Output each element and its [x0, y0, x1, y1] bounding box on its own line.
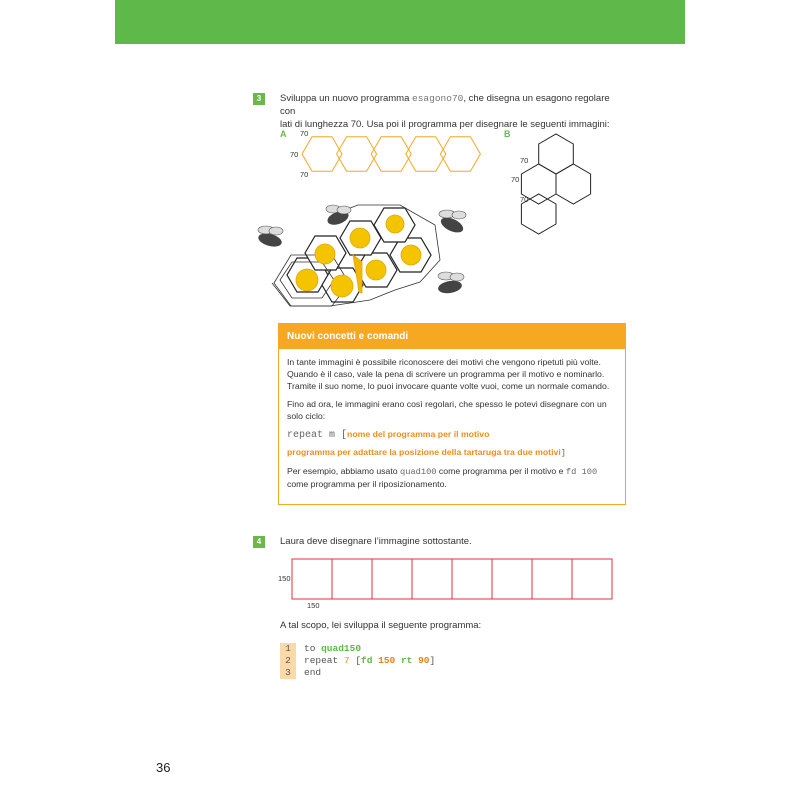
square-2: [332, 559, 372, 599]
exercise-3-text-line2: lati di lunghezza 70. Usa poi il programma per disegnare le seguenti immagini:: [280, 119, 610, 130]
code-line-2: [304, 655, 435, 667]
concept-box-hint-line: [287, 446, 617, 459]
exercise-4-dim-bottom: 150: [307, 601, 320, 610]
concept-box-code-line: [287, 428, 617, 442]
bee-icon: [257, 226, 283, 249]
square-6: [492, 559, 532, 599]
bee-icon: [439, 210, 466, 236]
p3-text-a: Per esempio, abbiamo usato: [287, 466, 401, 476]
figure-b-hexagon: [539, 134, 574, 174]
line-number-2: 2: [285, 655, 291, 666]
p3-code-fd100: fd 100: [565, 467, 598, 477]
square-7: [532, 559, 572, 599]
hint-reposition-program: programma per adattare la posizione della tartaruga tra due motivi: [287, 447, 561, 457]
figure-a-dim-1: 70: [300, 129, 309, 138]
figure-a-hexagon: [302, 137, 342, 172]
code-fd-value: 150: [378, 655, 396, 666]
figure-b-dim-2: 70: [511, 175, 520, 184]
figure-b-label: B: [504, 129, 511, 139]
exercise-3-text-b: , che disegna un esagono regolare con: [280, 93, 610, 117]
p3-text-b: come programma per il motivo e: [436, 466, 566, 476]
exercise-4-after-text: A tal scopo, lei sviluppa il seguente programma:: [280, 620, 482, 631]
code-proc-name: quad150: [321, 643, 362, 654]
code-text: [304, 643, 435, 679]
code-fd: fd: [361, 655, 379, 666]
repeat-keyword: repeat m [: [287, 430, 348, 441]
figure-a-hexagon: [440, 137, 480, 172]
bee-icon: [326, 205, 351, 227]
square-4: [412, 559, 452, 599]
p3-text-c: come programma per il riposizionamento.: [287, 479, 447, 489]
code-open-bracket: [: [349, 655, 362, 666]
p3-code-quad100: quad100: [400, 467, 437, 477]
exercise-3-text-a: Sviluppa un nuovo programma: [280, 93, 413, 104]
exercise-3-number: 3: [253, 93, 265, 105]
concept-box-paragraph-1: In tante immagini è possibile riconoscere dei motivi che vengono ripetuti più volte. Quando è il caso, vale la pena di scrivere un programma per il motivo e nominarlo. Tramite il suo nome, lo puoi invocare quante volte vuoi, come un normale comando.: [287, 357, 610, 391]
exercise-3-program-name: esagono70: [412, 93, 464, 104]
line-number-1: 1: [285, 643, 291, 654]
figure-b-hexagon: [521, 164, 556, 204]
exercise-4-dim-left: 150: [278, 574, 291, 583]
figure-a-hexagon-row: [302, 137, 480, 172]
concept-box-paragraph-3: [287, 465, 617, 490]
code-line-1: [304, 643, 435, 655]
code-to: to: [304, 643, 322, 654]
code-repeat-count: 7: [343, 655, 350, 666]
close-bracket: ]: [560, 448, 566, 458]
figure-a-label: A: [280, 129, 287, 139]
square-5: [452, 559, 492, 599]
figure-a-hexagon: [371, 137, 411, 172]
hint-motif-program: nome del programma per il motivo: [347, 429, 490, 439]
bee-icon: [437, 272, 464, 295]
line-number-3: 3: [285, 667, 291, 678]
figure-b-dim-1: 70: [520, 156, 529, 165]
figure-b-dim-3: 70: [520, 195, 529, 204]
code-close-bracket: ]: [429, 655, 436, 666]
code-rt-value: 90: [418, 655, 430, 666]
figure-b-hexagon: [556, 164, 591, 204]
square-8: [572, 559, 612, 599]
exercise-4-squares: [292, 559, 612, 599]
concept-box-paragraph-2: Fino ad ora, le immagini erano così regolari, che spesso le potevi disegnare con un solo ciclo:: [287, 399, 607, 421]
figure-a-hexagon: [337, 137, 377, 172]
code-repeat: repeat: [304, 655, 344, 666]
figure-a-dim-3: 70: [300, 170, 309, 179]
figure-b-hexagon-cluster: [521, 134, 590, 234]
square-1: [292, 559, 332, 599]
figure-a-dim-2: 70: [290, 150, 299, 159]
exercise-4-text: Laura deve disegnare l’immagine sottostante.: [280, 536, 472, 547]
concept-box-title: Nuovi concetti e comandi: [279, 324, 625, 349]
figure-b-hexagon: [521, 194, 556, 234]
code-rt: rt: [395, 655, 419, 666]
concept-box: [278, 323, 626, 505]
figure-a-hexagon: [406, 137, 446, 172]
square-3: [372, 559, 412, 599]
code-line-numbers: [280, 643, 296, 679]
exercise-4-number: 4: [253, 536, 265, 548]
code-line-3: end: [304, 667, 322, 678]
page-number: 36: [156, 760, 171, 775]
